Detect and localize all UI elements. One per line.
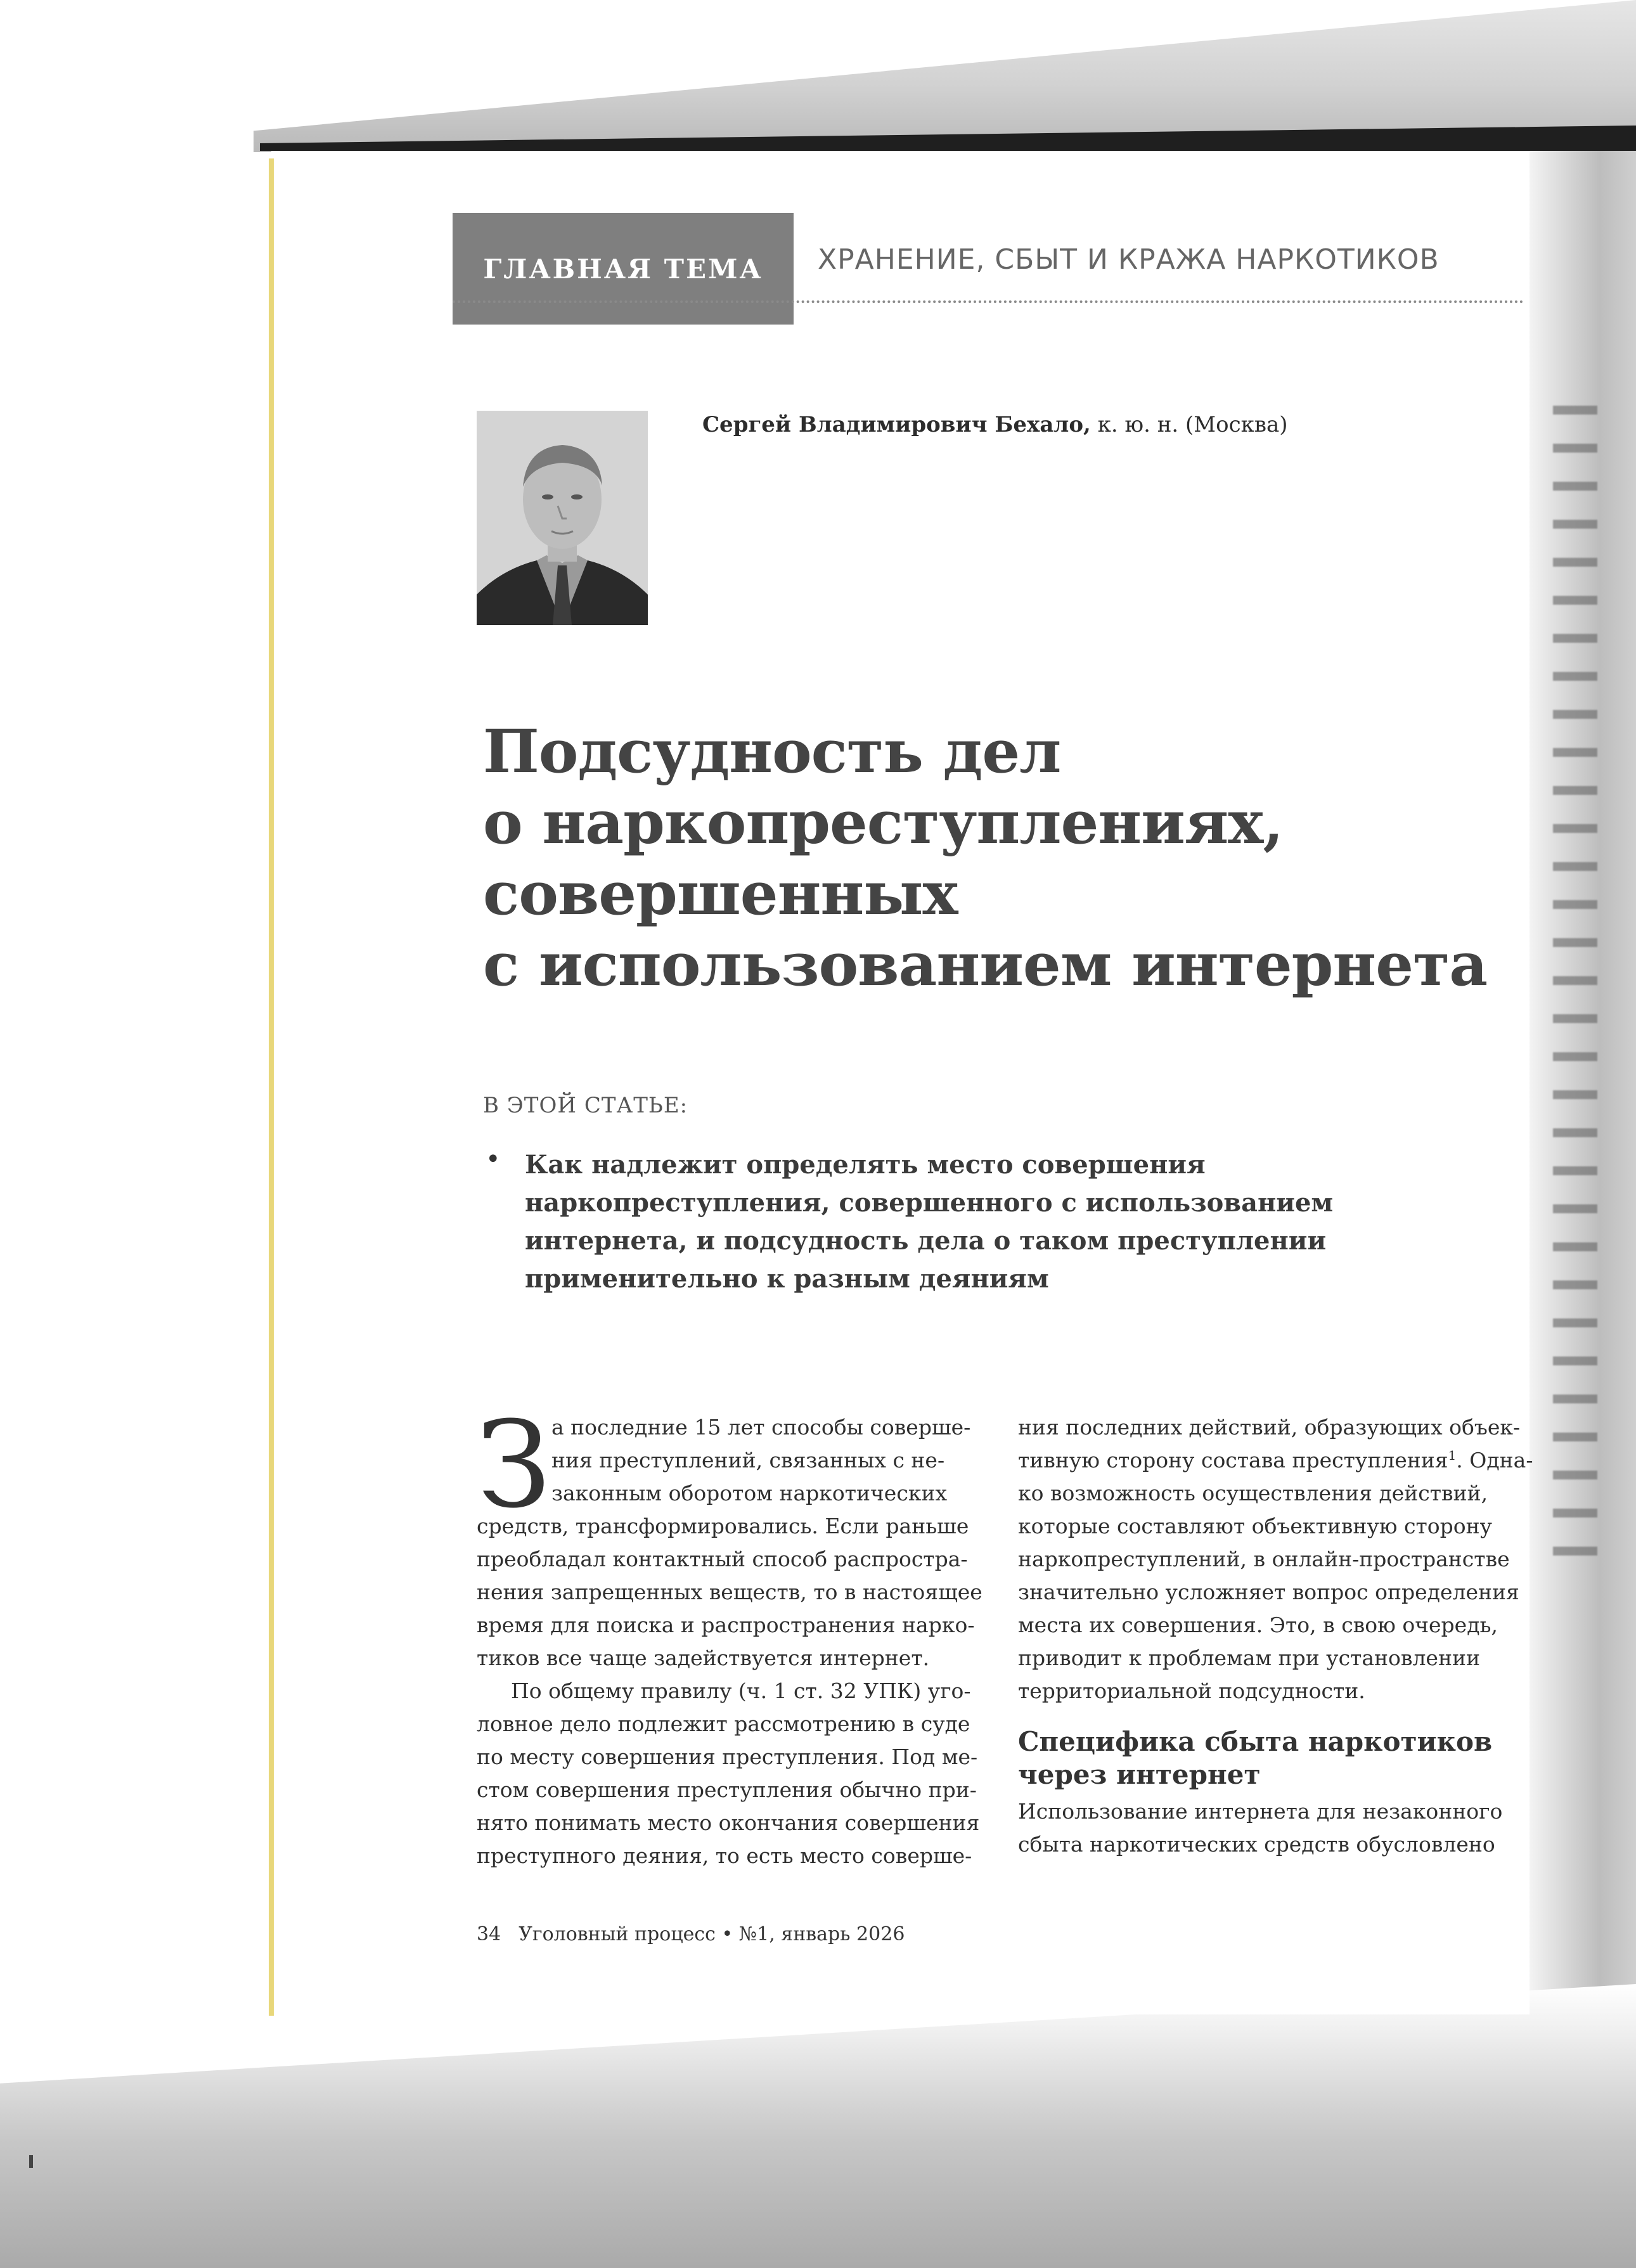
drop-cap-lines xyxy=(477,1411,985,1510)
article-title xyxy=(483,716,1523,1000)
text-line: преступного деяния, то есть место соверше- xyxy=(477,1843,972,1868)
bullet-icon: • xyxy=(486,1145,501,1174)
body-column-right xyxy=(1018,1411,1533,1861)
text-line: Использование интернета для незаконного xyxy=(1018,1799,1503,1824)
author-credentials: к. ю. н. (Москва) xyxy=(1090,412,1288,437)
text-line: ния последних действий, образующих объек- xyxy=(1018,1415,1521,1440)
publication-info: Уголовный процесс • №1, январь 2026 xyxy=(518,1923,905,1945)
in-article-label: В ЭТОЙ СТАТЬЕ: xyxy=(483,1093,688,1118)
text-line: тиков все чаще задействуется интернет. xyxy=(477,1646,930,1670)
topic-badge xyxy=(453,213,794,325)
text-line: время для поиска и распространения нарко- xyxy=(477,1613,975,1637)
topic-badge-label: ГЛАВНАЯ ТЕМА xyxy=(483,253,763,285)
footnote-ref[interactable]: 1 xyxy=(1448,1448,1457,1463)
header-dotted-rule xyxy=(453,300,1524,303)
topic-subtitle: ХРАНЕНИЕ, СБЫТ И КРАЖА НАРКОТИКОВ xyxy=(818,243,1440,276)
author-portrait-image xyxy=(477,411,648,625)
text-line: значительно усложняет вопрос определения xyxy=(1018,1580,1519,1604)
page-edge-left xyxy=(269,158,274,2016)
title-line: Подсудность дел xyxy=(483,717,1061,787)
author-photo xyxy=(477,411,648,625)
page-number: 34 xyxy=(477,1923,501,1945)
text-line: ко возможность осуществления действий, xyxy=(1018,1481,1488,1505)
title-line: совершенных xyxy=(483,859,958,929)
subheading-line: Специфика сбыта наркотиков xyxy=(1018,1726,1493,1757)
text-line: приводит к проблемам при установлении xyxy=(1018,1646,1480,1670)
text-line: нято понимать место окончания совершения xyxy=(477,1810,980,1835)
text-line: законным оборотом наркотических xyxy=(551,1481,948,1505)
text-line: сбыта наркотических средств обусловлено xyxy=(1018,1832,1495,1857)
body-column-left xyxy=(477,1411,985,1872)
subheading-line: через интернет xyxy=(1018,1759,1261,1790)
section-subheading xyxy=(1018,1725,1526,1791)
text-line: по месту совершения преступления. Под ме- xyxy=(477,1744,978,1769)
text-line: преобладал контактный способ распростра- xyxy=(477,1547,968,1571)
text-line: ния преступлений, связанных с не- xyxy=(551,1448,945,1472)
in-article-bullet: Как надлежит определять место совершения наркопреступления, совершенного с использованием интернета, и подсудность дела о таком преступлении применительно к разным деяниям xyxy=(525,1150,1334,1294)
text-line-with-footnote xyxy=(1018,1444,1533,1477)
title-line: о наркопреступлениях, xyxy=(483,788,1284,858)
text-line: места их совершения. Это, в свою очередь, xyxy=(1018,1613,1498,1637)
text-line: ловное дело подлежит рассмотрению в суде xyxy=(477,1711,970,1736)
text-line: нения запрещенных веществ, то в настоящее xyxy=(477,1580,982,1604)
text-line: средств, трансформировались. Если раньше xyxy=(477,1514,969,1538)
facing-page-bleed xyxy=(1553,406,1597,1585)
text-line: По общему правилу (ч. 1 ст. 32 УПК) уго- xyxy=(511,1678,971,1703)
text-line: которые составляют объективную сторону xyxy=(1018,1514,1492,1538)
scan-shadow-bottom xyxy=(0,1984,1636,2268)
author-name: Сергей Владимирович Бехало, xyxy=(702,412,1091,437)
title-line: с использованием интернета xyxy=(483,930,1488,1000)
scan-speck xyxy=(29,2155,33,2168)
text-line: наркопреступлений, в онлайн-пространстве xyxy=(1018,1547,1510,1571)
author-byline xyxy=(702,412,1288,437)
text-line: стом совершения преступления обычно при- xyxy=(477,1777,977,1802)
text-span: тивную сторону состава преступления xyxy=(1018,1448,1448,1472)
text-line: а последние 15 лет способы соверше- xyxy=(551,1415,971,1440)
text-span: . Одна- xyxy=(1456,1448,1533,1472)
page-footer xyxy=(477,1923,905,1945)
drop-cap: З xyxy=(477,1396,551,1535)
text-line: территориальной подсудности. xyxy=(1018,1678,1365,1703)
